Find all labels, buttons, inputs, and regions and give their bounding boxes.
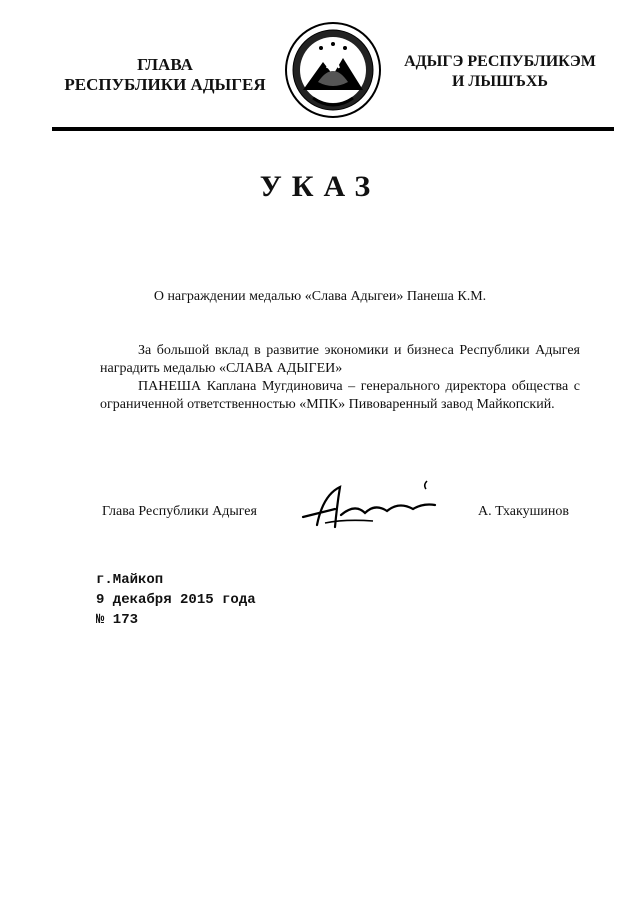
- city: г.Майкоп: [96, 572, 164, 588]
- header-right-line1: АДЫГЭ РЕСПУБЛИКЭМ: [404, 53, 596, 70]
- header-left-line2: РЕСПУБЛИКИ АДЫГЕЯ: [64, 75, 266, 94]
- body-paragraph-2: ПАНЕША Каплана Мугдиновича – генерального директора общества с ограниченной ответственностью «МПК» Пивоваренный завод Майкопский.: [100, 379, 580, 412]
- signatory-position: Глава Республики Адыгея: [102, 504, 257, 519]
- header-right-line2: И ЛЫШЪХЬ: [451, 73, 549, 90]
- body-paragraph-1: За большой вклад в развитие экономики и бизнеса Республики Адыгея наградить медалью «СЛАВА АДЫГЕИ»: [100, 343, 580, 376]
- document-title: УКАЗ: [259, 170, 381, 203]
- document-number: № 173: [96, 612, 139, 628]
- signatory-name: А. Тхакушинов: [478, 504, 569, 519]
- document-body: [100, 342, 580, 414]
- coat-of-arms-icon: [283, 20, 383, 120]
- header-right: [395, 52, 605, 92]
- handwritten-signature-icon: [295, 475, 455, 535]
- header-left: [40, 55, 290, 95]
- header-divider: [52, 127, 614, 131]
- date: 9 декабря 2015 года: [96, 592, 256, 608]
- header-left-line1: ГЛАВА: [137, 55, 193, 74]
- document-subject: О награждении медалью «Слава Адыгеи» Панеша К.М.: [153, 289, 487, 304]
- place-date-block: [96, 570, 256, 630]
